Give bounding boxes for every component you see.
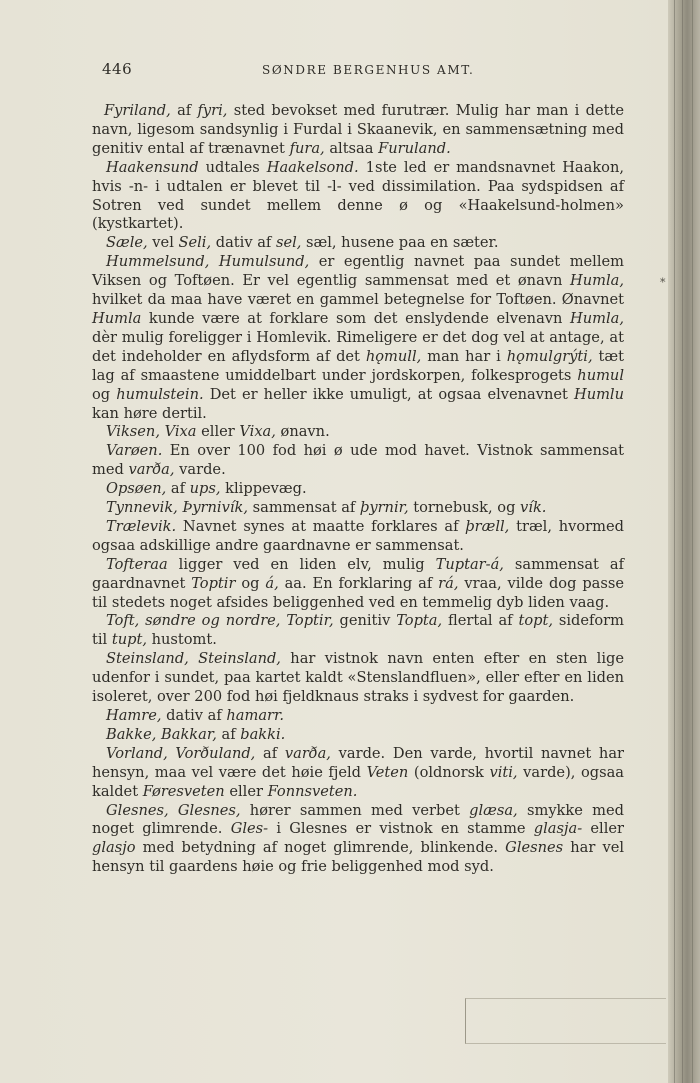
text-run: ønavn. xyxy=(275,423,330,441)
italic-term: bakki. xyxy=(240,725,286,743)
paragraph xyxy=(92,442,624,480)
text-run: hvilket da maa have været en gammel betegnelse for Toftøen. Ønavnet xyxy=(92,291,624,309)
italic-term: Glesnes xyxy=(505,839,564,857)
italic-term: Toptir xyxy=(191,574,236,592)
paragraph xyxy=(92,480,624,499)
paragraph xyxy=(92,650,624,707)
italic-term: Humla, xyxy=(570,272,624,290)
running-head xyxy=(102,60,624,82)
italic-term: humulstein. xyxy=(116,385,204,403)
paragraph xyxy=(92,707,624,726)
paragraph xyxy=(92,802,624,878)
italic-term: Sæle, xyxy=(106,234,148,252)
italic-term: Varøen. xyxy=(106,442,163,460)
italic-term: humul xyxy=(577,366,624,384)
italic-term: glæsa, xyxy=(469,801,518,819)
italic-term: Tofteraa xyxy=(106,555,168,573)
italic-term: Viksen, xyxy=(106,423,160,441)
text-run: af xyxy=(166,480,190,498)
text-run: varde. Den varde, hvortil navnet har hensyn, maa vel være det høie fjeld xyxy=(92,744,624,781)
text-run: genitiv xyxy=(333,612,397,630)
italic-term: Haakelsond. xyxy=(266,158,359,176)
text-run: sted bevokset med furutrær. Mulig har man i dette navn, ligesom sandsynlig i Furdal i Skaanevik, en sammensætning med genitiv ental af trænavnet xyxy=(92,102,624,157)
text-run: i Glesnes er vistnok en stamme xyxy=(268,820,534,838)
text-run: sæl, husene paa en sæter. xyxy=(301,234,499,252)
italic-term: Þyrnivík, xyxy=(182,499,248,517)
italic-term: Seli, xyxy=(178,234,212,252)
text-run: dèr mulig foreligger i Homlevik. Rimeligere er det dog vel at antage, at det indeholder en aflydsform af det xyxy=(92,328,624,365)
italic-term: hǫmulgrýti, xyxy=(506,347,593,365)
text-run: vraa, vilde dog passe til stedets noget afsides beliggenhed ved en temmelig dyb liden vaag. xyxy=(92,574,624,611)
paragraph xyxy=(92,745,624,802)
italic-term: vík. xyxy=(520,499,547,517)
italic-term: Hummelsund, Humulsund, xyxy=(106,253,310,271)
italic-term: glasja- xyxy=(533,820,583,838)
text-run: klippevæg. xyxy=(220,480,307,498)
text-run: En over 100 fod høi ø ude mod havet. Vistnok sammensat med xyxy=(92,442,624,479)
italic-term: Vorland, Vorðuland, xyxy=(106,744,256,762)
paragraph xyxy=(92,726,624,745)
paragraph xyxy=(92,159,624,235)
text-run: sideform til xyxy=(92,612,624,649)
italic-term: Toft, søndre og nordre, Toptir, xyxy=(106,612,334,630)
text-run: varde), ogsaa kaldet xyxy=(92,763,624,800)
italic-term: Haakensund xyxy=(106,158,199,176)
text-run: med betydning af noget glimrende, blinkende. xyxy=(135,839,506,857)
italic-term: Fyriland, xyxy=(104,102,171,119)
text-run: udtales xyxy=(198,158,267,176)
italic-term: þræll, xyxy=(465,517,510,535)
text-run: tæt lag af smaastene umiddelbart under jordskorpen, folkesprogets xyxy=(92,347,624,384)
italic-term: Bakke, Bakkar, xyxy=(106,725,217,743)
italic-term: glasjo xyxy=(92,839,136,857)
italic-term: á, xyxy=(265,574,279,592)
page-number: 446 xyxy=(102,60,133,78)
text-run: og xyxy=(235,574,266,592)
text-run: eller xyxy=(582,820,624,838)
text-run: tornebusk, og xyxy=(408,499,521,517)
italic-term: Furuland. xyxy=(378,139,451,157)
italic-term: sel, xyxy=(275,234,302,252)
italic-term: Gles- xyxy=(230,820,269,838)
paragraph xyxy=(92,102,624,159)
text-run: 1ste led er mandsnavnet Haakon, hvis -n- i udtalen er blevet til -l- ved dissimilation. Paa sydspidsen af Sotren ved sundet mellem denne ø og «Haakelsund-holmen» (kystkartet). xyxy=(92,158,624,233)
italic-term: varða, xyxy=(128,461,175,479)
text-run: er egentlig navnet paa sundet mellem Viksen og Toftøen. Er vel egentlig sammensat med et ønavn xyxy=(92,253,624,290)
section-title: SØNDRE BERGENHUS AMT. xyxy=(262,63,475,77)
italic-term: varða, xyxy=(284,744,331,762)
text-run: af xyxy=(255,744,285,762)
italic-term: fura, xyxy=(289,139,325,157)
text-run: dativ af xyxy=(161,707,227,724)
text-run: hustomt. xyxy=(146,631,217,649)
text-run: smykke med noget glimrende. xyxy=(92,801,624,838)
text-run: og xyxy=(92,385,117,403)
italic-term: tupt, xyxy=(111,631,147,649)
text-run: aa. En forklaring af xyxy=(278,574,439,592)
italic-term: Opsøen, xyxy=(106,480,167,498)
italic-term: fyri, xyxy=(197,102,228,119)
italic-term: Humla, xyxy=(570,309,624,327)
text-run: træl, hvormed ogsaa adskillige andre gaardnavne er sammensat. xyxy=(92,517,624,554)
italic-term: Steinsland, Steinsland, xyxy=(106,650,281,668)
italic-term: Glesnes, Glesnes, xyxy=(106,801,241,819)
text-run: Navnet synes at maatte forklares af xyxy=(176,517,466,535)
italic-term: Hamre, xyxy=(106,707,162,724)
text-run: (oldnorsk xyxy=(408,763,490,781)
paragraph xyxy=(92,612,624,650)
italic-term: Humlu xyxy=(573,385,624,403)
margin-mark: * xyxy=(660,276,666,289)
italic-term: þyrnir, xyxy=(359,499,409,517)
italic-term: rá, xyxy=(438,574,459,592)
text-run: altsaa xyxy=(324,139,379,157)
italic-term: topt, xyxy=(518,612,553,630)
text-run: sammensat af gaardnavnet xyxy=(92,555,624,592)
italic-term: viti, xyxy=(489,763,518,781)
text-run: eller xyxy=(196,423,240,441)
italic-term: Fonnsveten. xyxy=(267,782,358,800)
text-run: af xyxy=(170,102,198,119)
italic-term: ups, xyxy=(189,480,221,498)
italic-term: Tynnevik, xyxy=(106,499,178,517)
italic-term: Tuptar-á, xyxy=(435,555,504,573)
italic-term: Vixa xyxy=(164,423,197,441)
italic-term: Trælevik. xyxy=(106,517,177,535)
paragraph xyxy=(92,234,624,253)
text-run: eller xyxy=(224,782,268,800)
text-run: sammensat af xyxy=(248,499,360,517)
text-run: har vel hensyn til gaardens høie og frie beliggenhed mod syd. xyxy=(92,839,624,876)
text-run: dativ af xyxy=(211,234,276,252)
paragraph xyxy=(92,423,624,442)
italic-term: Topta, xyxy=(396,612,443,630)
italic-term: hamarr. xyxy=(226,707,285,724)
text-run: kan høre dertil. xyxy=(92,404,207,422)
book-spine xyxy=(668,0,700,1083)
text-run: har vistnok navn enten efter en sten lige udenfor i sundet, paa kartet kaldt «Stenslandfluen», eller efter en liden isoleret, over 200 fod høi fjeldknaus straks i sydvest for gaarden. xyxy=(92,650,624,706)
paragraph xyxy=(92,518,624,556)
text-run: vel xyxy=(147,234,179,252)
text-run: Det er heller ikke umuligt, at ogsaa elvenavnet xyxy=(203,385,574,403)
text-run: hører sammen med verbet xyxy=(240,801,470,819)
text-run: kunde være at forklare som det enslydende elvenavn xyxy=(141,309,571,327)
text-run: man har i xyxy=(421,347,507,365)
italic-term: Føresveten xyxy=(142,782,225,800)
text-run: ligger ved en liden elv, mulig xyxy=(167,555,436,573)
italic-term: hǫmull, xyxy=(365,347,422,365)
paragraph xyxy=(92,556,624,613)
text-run: varde. xyxy=(174,461,226,479)
italic-term: Vixa, xyxy=(239,423,276,441)
library-stamp-box xyxy=(465,998,666,1044)
body-text xyxy=(92,102,624,877)
paragraph xyxy=(92,499,624,518)
italic-term: Humla xyxy=(92,309,142,327)
italic-term: Veten xyxy=(366,763,409,781)
paragraph xyxy=(92,253,624,423)
text-run: af xyxy=(216,725,241,743)
text-run: flertal af xyxy=(442,612,519,630)
